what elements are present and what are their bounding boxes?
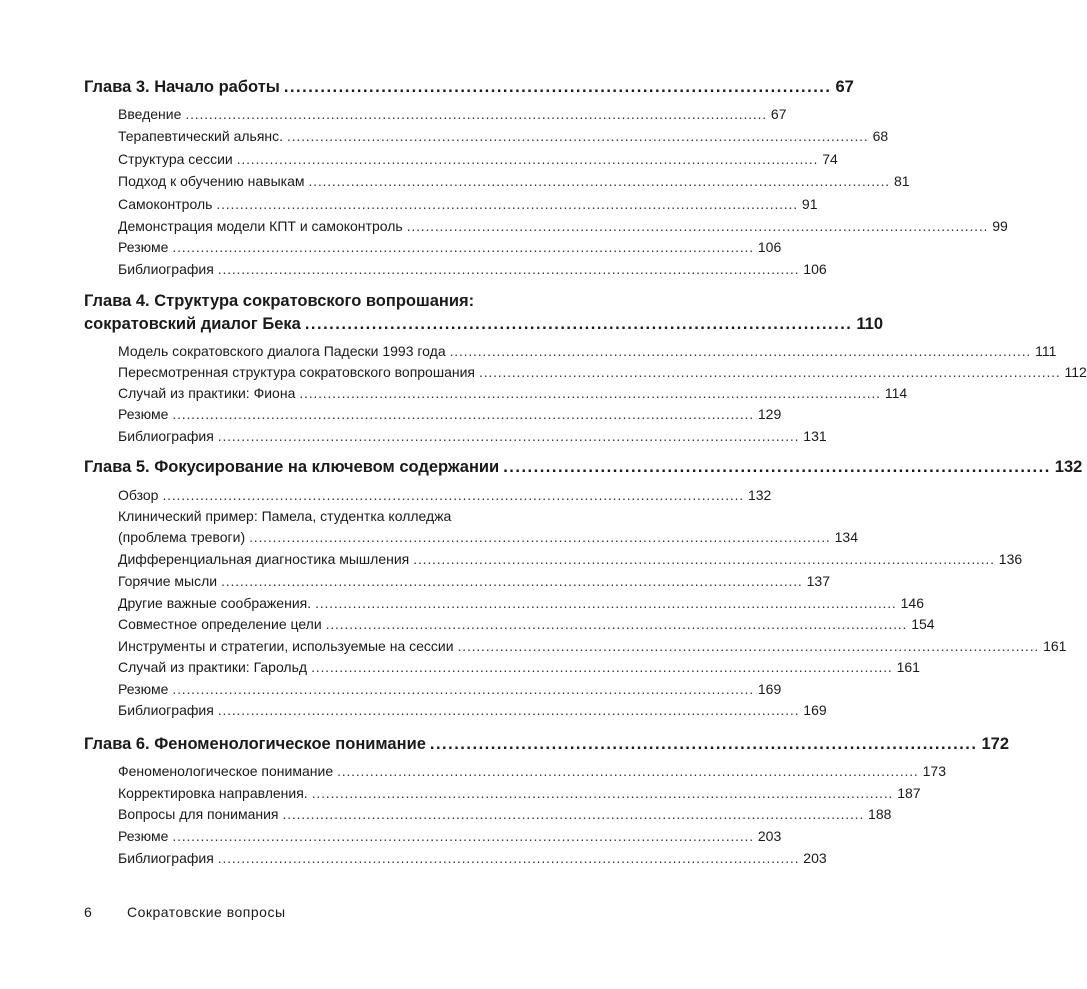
entry-title: Инструменты и стратегии, используемые на сессии bbox=[118, 638, 454, 654]
dot-leader: ............................................................................................................................ bbox=[449, 343, 1032, 359]
entry-title: Демонстрация модели КПТ и самоконтроль bbox=[118, 218, 403, 234]
entry-title: Дифференциальная диагностика мышления bbox=[118, 551, 410, 567]
entry-title: Подход к обучению навыкам bbox=[118, 173, 305, 189]
dot-leader: ............................................................................................................................ bbox=[315, 595, 897, 611]
dot-leader: ............................................................................................................................ bbox=[216, 196, 798, 212]
toc-entry[interactable] bbox=[118, 702, 827, 718]
dot-leader: .......................................................................................... bbox=[283, 78, 832, 96]
entry-title: Вопросы для понимания bbox=[118, 806, 279, 822]
entry-title-line1[interactable]: Клинический пример: Памела, студентка колледжа bbox=[118, 508, 452, 524]
toc-entry[interactable] bbox=[118, 763, 946, 779]
chapter-page: 67 bbox=[835, 78, 854, 96]
toc-entry[interactable] bbox=[118, 487, 772, 503]
dot-leader: .......................................................................................... bbox=[429, 735, 978, 753]
chapter-heading[interactable] bbox=[84, 315, 884, 334]
dot-leader: ............................................................................................................................ bbox=[172, 239, 754, 255]
entry-title: Модель сократовского диалога Падески 1993 года bbox=[118, 343, 446, 359]
entry-title: Случай из практики: Гарольд bbox=[118, 659, 308, 675]
entry-title: Резюме bbox=[118, 828, 169, 844]
entry-page: 132 bbox=[747, 487, 772, 503]
entry-page: 161 bbox=[896, 659, 920, 675]
toc-entry[interactable] bbox=[118, 196, 818, 212]
toc-entry[interactable] bbox=[118, 551, 1023, 567]
entry-title: (проблема тревоги) bbox=[118, 529, 246, 545]
entry-page: 68 bbox=[872, 128, 889, 144]
entry-title: Совместное определение цели bbox=[118, 616, 322, 632]
entry-page: 203 bbox=[803, 850, 827, 866]
dot-leader: ............................................................................................................................ bbox=[337, 763, 919, 779]
chapter-page: 110 bbox=[856, 315, 884, 333]
entry-page: 111 bbox=[1035, 343, 1057, 359]
toc-entry[interactable] bbox=[118, 428, 827, 444]
entry-page: 137 bbox=[806, 573, 830, 589]
dot-leader: ............................................................................................................................ bbox=[457, 638, 1040, 654]
toc-entry[interactable] bbox=[118, 850, 827, 866]
dot-leader: ............................................................................................................................ bbox=[236, 151, 819, 167]
entry-page: 129 bbox=[757, 406, 782, 422]
chapter-page: 132 bbox=[1054, 458, 1083, 476]
toc-entry[interactable] bbox=[118, 659, 920, 675]
entry-page: 131 bbox=[803, 428, 827, 444]
entry-page: 114 bbox=[884, 385, 908, 401]
entry-title: Случай из практики: Фиона bbox=[118, 385, 296, 401]
entry-title: Резюме bbox=[118, 239, 169, 255]
entry-title: Самоконтроль bbox=[118, 196, 213, 212]
chapter-title: Глава 6. Феноменологическое понимание bbox=[84, 735, 426, 753]
entry-page: 203 bbox=[757, 828, 782, 844]
dot-leader: ............................................................................................................................ bbox=[217, 428, 800, 444]
toc-entry[interactable] bbox=[118, 218, 1008, 234]
dot-leader: ............................................................................................................................ bbox=[172, 828, 754, 844]
entry-title: Феноменологическое понимание bbox=[118, 763, 334, 779]
chapter-heading[interactable] bbox=[84, 78, 854, 97]
dot-leader: .......................................................................................... bbox=[503, 458, 1051, 476]
toc-entry[interactable] bbox=[118, 573, 830, 589]
toc-entry[interactable] bbox=[118, 106, 787, 122]
dot-leader: ............................................................................................................................ bbox=[217, 850, 800, 866]
chapter-title: Глава 5. Фокусирование на ключевом содержании bbox=[84, 458, 500, 476]
entry-title: Резюме bbox=[118, 681, 169, 697]
entry-page: 146 bbox=[900, 595, 924, 611]
running-title: Сократовские вопросы bbox=[127, 904, 286, 920]
dot-leader: ............................................................................................................................ bbox=[325, 616, 908, 632]
toc-entry[interactable] bbox=[118, 261, 827, 277]
toc-entry[interactable] bbox=[118, 406, 782, 422]
entry-page: 169 bbox=[757, 681, 782, 697]
entry-page: 188 bbox=[868, 806, 892, 822]
entry-title: Другие важные соображения. bbox=[118, 595, 312, 611]
dot-leader: ............................................................................................................................ bbox=[413, 551, 995, 567]
entry-title: Структура сессии bbox=[118, 151, 233, 167]
toc-entry[interactable] bbox=[118, 681, 782, 697]
toc-entry[interactable] bbox=[118, 616, 935, 632]
entry-page: 187 bbox=[897, 785, 921, 801]
entry-page: 74 bbox=[822, 151, 838, 167]
entry-page: 112 bbox=[1064, 364, 1087, 380]
dot-leader: ............................................................................................................................ bbox=[406, 218, 989, 234]
entry-page: 106 bbox=[803, 261, 827, 277]
chapter-title: сократовский диалог Бека bbox=[84, 315, 301, 333]
toc-entry[interactable] bbox=[118, 638, 1067, 654]
entry-title: Библиография bbox=[118, 702, 214, 718]
entry-page: 154 bbox=[911, 616, 935, 632]
dot-leader: ............................................................................................................................ bbox=[185, 106, 767, 122]
chapter-title: Глава 3. Начало работы bbox=[84, 78, 280, 96]
toc-entry[interactable] bbox=[118, 595, 924, 611]
dot-leader: ............................................................................................................................ bbox=[299, 385, 881, 401]
entry-page: 81 bbox=[894, 173, 910, 189]
dot-leader: ............................................................................................................................ bbox=[217, 261, 800, 277]
dot-leader: ............................................................................................................................ bbox=[311, 785, 894, 801]
toc-entry[interactable] bbox=[118, 385, 908, 401]
dot-leader: ............................................................................................................................ bbox=[249, 529, 831, 545]
toc-entry[interactable] bbox=[118, 529, 858, 545]
entry-page: 136 bbox=[998, 551, 1023, 567]
dot-leader: .......................................................................................... bbox=[304, 315, 853, 333]
toc-entry[interactable] bbox=[118, 828, 782, 844]
chapter-heading[interactable] bbox=[84, 735, 1010, 754]
chapter-heading-line1[interactable]: Глава 4. Структура сократовского вопрошания: bbox=[84, 292, 475, 310]
page-number: 6 bbox=[84, 904, 92, 920]
dot-leader: ............................................................................................................................ bbox=[311, 659, 893, 675]
entry-page: 134 bbox=[834, 529, 858, 545]
entry-title: Терапевтический альянс. bbox=[118, 128, 284, 144]
entry-title: Библиография bbox=[118, 261, 214, 277]
entry-title: Обзор bbox=[118, 487, 159, 503]
chapter-heading[interactable] bbox=[84, 458, 1083, 477]
entry-page: 169 bbox=[803, 702, 827, 718]
dot-leader: ............................................................................................................................ bbox=[479, 364, 1061, 380]
dot-leader: ............................................................................................................................ bbox=[217, 702, 800, 718]
dot-leader: ............................................................................................................................ bbox=[172, 681, 754, 697]
toc-entry[interactable] bbox=[118, 151, 838, 167]
dot-leader: ............................................................................................................................ bbox=[221, 573, 803, 589]
entry-title: Резюме bbox=[118, 406, 169, 422]
toc-entry[interactable] bbox=[118, 128, 889, 144]
entry-page: 91 bbox=[801, 196, 818, 212]
entry-page: 67 bbox=[770, 106, 787, 122]
dot-leader: ............................................................................................................................ bbox=[282, 806, 865, 822]
entry-page: 161 bbox=[1043, 638, 1067, 654]
entry-title: Пересмотренная структура сократовского вопрошания bbox=[118, 364, 475, 380]
toc-entry[interactable] bbox=[118, 343, 1057, 359]
toc-entry[interactable] bbox=[118, 785, 921, 801]
entry-title: Библиография bbox=[118, 428, 214, 444]
dot-leader: ............................................................................................................................ bbox=[162, 487, 744, 503]
entry-page: 99 bbox=[992, 218, 1008, 234]
dot-leader: ............................................................................................................................ bbox=[308, 173, 890, 189]
toc-entry[interactable] bbox=[118, 173, 910, 189]
entry-title: Введение bbox=[118, 106, 182, 122]
entry-page: 106 bbox=[757, 239, 782, 255]
toc-entry[interactable] bbox=[118, 239, 782, 255]
entry-title: Горячие мысли bbox=[118, 573, 218, 589]
entry-page: 173 bbox=[922, 763, 946, 779]
toc-entry[interactable] bbox=[118, 364, 1087, 380]
entry-title: Корректировка направления. bbox=[118, 785, 308, 801]
entry-title: Библиография bbox=[118, 850, 214, 866]
chapter-page: 172 bbox=[981, 735, 1010, 753]
dot-leader: ............................................................................................................................ bbox=[172, 406, 754, 422]
toc-entry[interactable] bbox=[118, 806, 892, 822]
dot-leader: ............................................................................................................................ bbox=[287, 128, 869, 144]
